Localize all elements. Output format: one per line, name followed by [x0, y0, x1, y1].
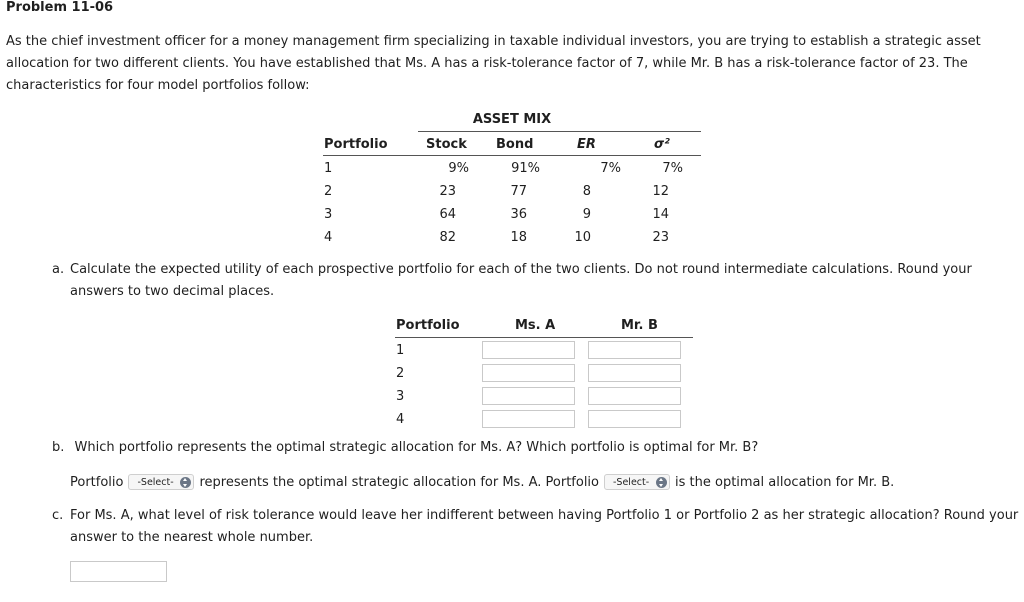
- question-a-label: a.: [52, 262, 65, 277]
- cell-portfolio: 3: [324, 207, 333, 222]
- ms-a-utility-input-2[interactable]: [482, 364, 575, 382]
- cell-variance: 7%: [662, 161, 683, 176]
- table-row: [395, 386, 693, 408]
- select-arrows-icon: [656, 477, 667, 488]
- cell-portfolio: 3: [396, 389, 405, 404]
- col-header-portfolio: Portfolio: [324, 137, 388, 152]
- cell-bond: 36: [510, 207, 527, 222]
- cell-variance: 23: [652, 230, 669, 245]
- mr-b-portfolio-select[interactable]: [604, 474, 670, 490]
- mr-b-utility-input-3[interactable]: [588, 387, 681, 405]
- cell-portfolio: 4: [324, 230, 333, 245]
- col-header-mr-b: Mr. B: [621, 318, 658, 333]
- ms-a-utility-input-4[interactable]: [482, 410, 575, 428]
- cell-er: 10: [574, 230, 591, 245]
- cell-stock: 64: [439, 207, 456, 222]
- cell-stock: 82: [439, 230, 456, 245]
- cell-stock: 23: [439, 184, 456, 199]
- cell-bond: 91%: [511, 161, 540, 176]
- col-header-ms-a: Ms. A: [515, 318, 556, 333]
- question-b-label: b.: [52, 440, 65, 455]
- answer-sentence-part2: represents the optimal strategic allocation for Ms. A. Portfolio: [199, 474, 599, 490]
- header-rule: [323, 155, 701, 156]
- cell-portfolio: 4: [396, 412, 405, 427]
- col-header-bond: Bond: [496, 137, 534, 152]
- cell-portfolio: 1: [396, 343, 405, 358]
- table-row: [395, 409, 693, 431]
- cell-portfolio: 1: [324, 161, 333, 176]
- cell-er: 8: [582, 184, 591, 199]
- table-row: [323, 204, 701, 226]
- ms-a-utility-input-1[interactable]: [482, 341, 575, 359]
- answer-sentence-part3: is the optimal allocation for Mr. B.: [675, 474, 895, 490]
- cell-variance: 14: [652, 207, 669, 222]
- col-header-er: ER: [577, 137, 596, 152]
- mr-b-utility-input-1[interactable]: [588, 341, 681, 359]
- question-c-label: c.: [52, 508, 64, 523]
- question-c-text: For Ms. A, what level of risk tolerance would leave her indifferent between having Portfolio 1 or Portfolio 2 as her strategic allocation? Round your answer to the nearest whole number.: [70, 508, 1019, 545]
- question-b: [52, 440, 758, 455]
- mr-b-utility-input-2[interactable]: [588, 364, 681, 382]
- question-a-text: Calculate the expected utility of each prospective portfolio for each of the two clients. Do not round intermediate calculations. Round your answers to two decimal places.: [70, 262, 972, 299]
- table-row: [323, 227, 701, 249]
- cell-variance: 12: [652, 184, 669, 199]
- ms-a-select-value: -Select-: [137, 476, 174, 488]
- risk-tolerance-answer-input[interactable]: [70, 561, 167, 582]
- ms-a-portfolio-select[interactable]: [128, 474, 194, 490]
- col-header-portfolio: Portfolio: [396, 318, 460, 333]
- mr-b-select-value: -Select-: [613, 476, 650, 488]
- cell-er: 7%: [600, 161, 621, 176]
- cell-er: 9: [582, 207, 591, 222]
- cell-bond: 77: [510, 184, 527, 199]
- question-b-answer-line: [70, 474, 894, 490]
- table-row: [323, 158, 701, 180]
- problem-intro: As the chief investment officer for a money management firm specializing in taxable individual investors, you are trying to establish a strategic asset allocation for two different clients. You have established that Ms. A has a risk-tolerance factor of 7, while Mr. B has a risk-tolerance factor of 23. The characteristics for four model portfolios follow:: [6, 34, 981, 93]
- answer-sentence-part1: Portfolio: [70, 474, 124, 490]
- header-rule: [395, 337, 693, 338]
- table-row: [395, 340, 693, 362]
- question-b-text: Which portfolio represents the optimal strategic allocation for Ms. A? Which portfolio is optimal for Mr. B?: [74, 440, 759, 455]
- cell-portfolio: 2: [396, 366, 405, 381]
- cell-portfolio: 2: [324, 184, 333, 199]
- table-row: [323, 181, 701, 203]
- mr-b-utility-input-4[interactable]: [588, 410, 681, 428]
- col-header-variance: σ²: [654, 137, 670, 152]
- col-header-stock: Stock: [426, 137, 467, 152]
- select-arrows-icon: [180, 477, 191, 488]
- ms-a-utility-input-3[interactable]: [482, 387, 575, 405]
- asset-mix-rule: [418, 131, 701, 132]
- cell-stock: 9%: [448, 161, 469, 176]
- table-row: [395, 363, 693, 385]
- asset-mix-header: ASSET MIX: [472, 112, 552, 127]
- problem-title: Problem 11-06: [6, 0, 114, 15]
- cell-bond: 18: [510, 230, 527, 245]
